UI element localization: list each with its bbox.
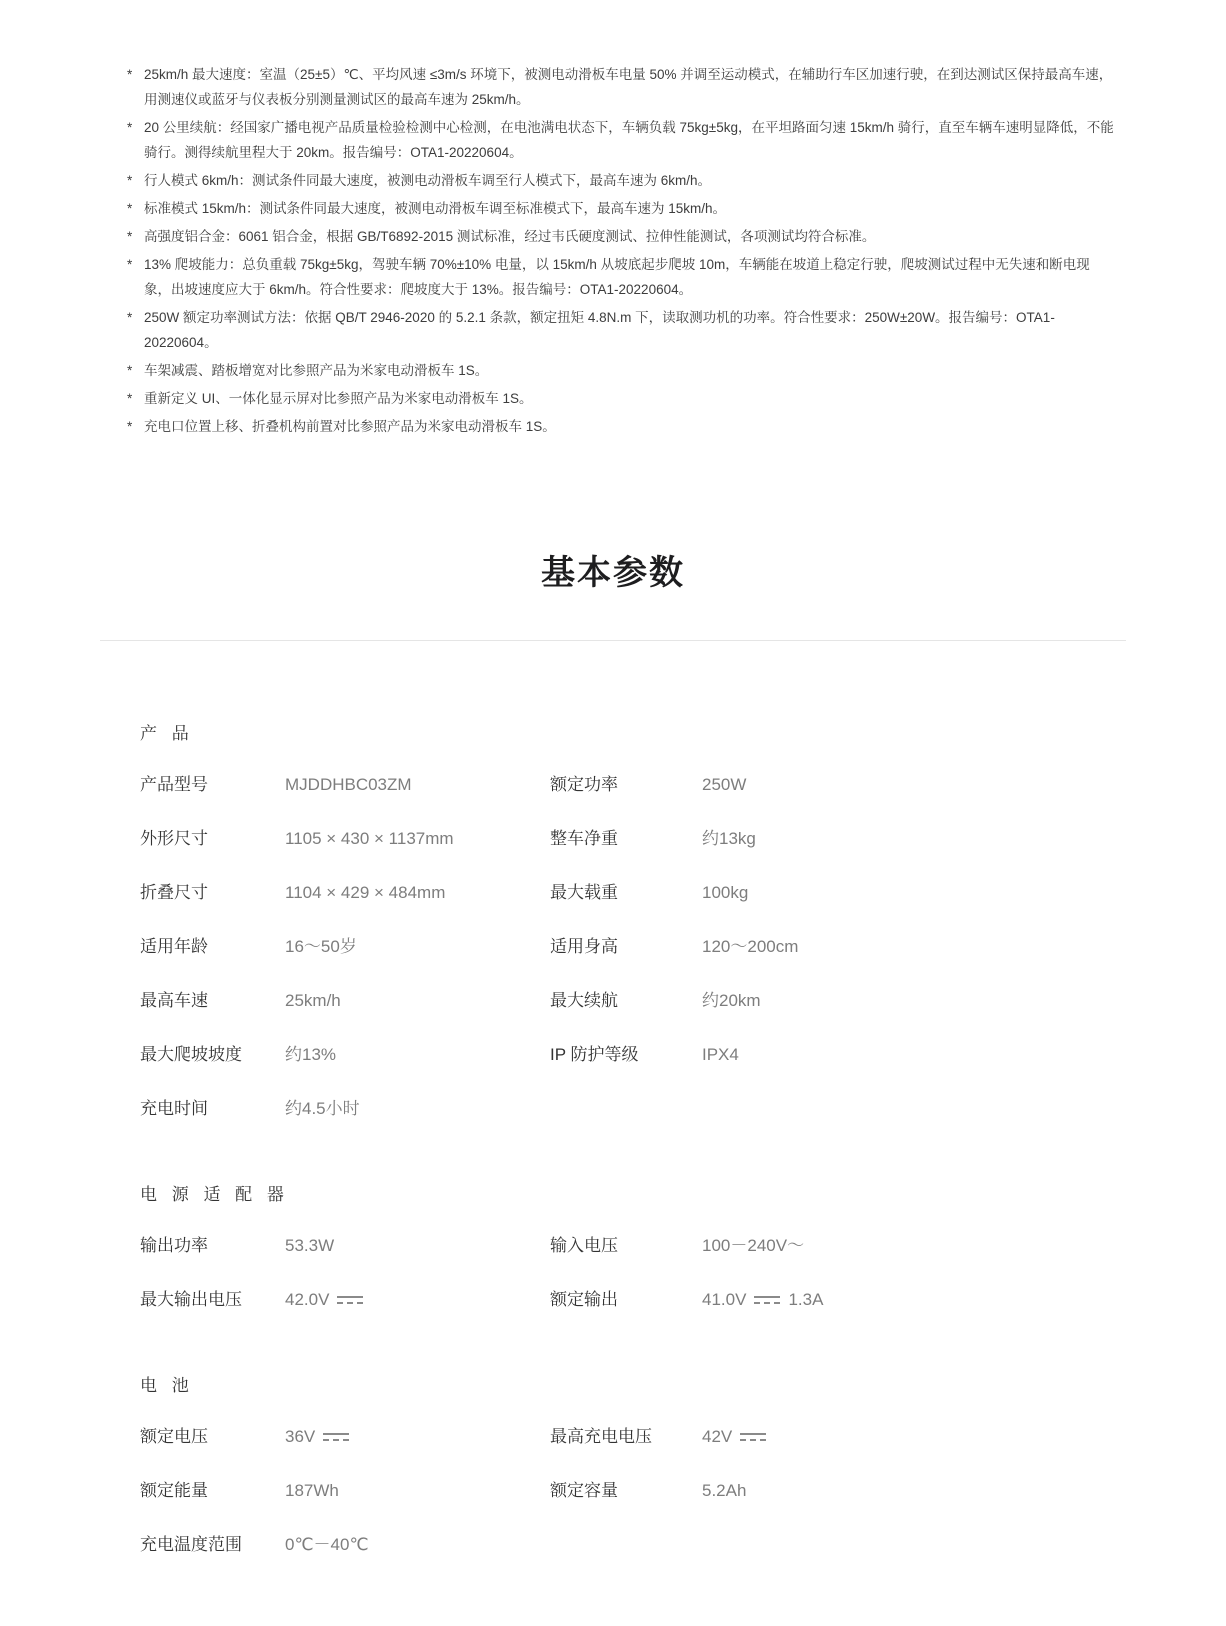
spec-group [140,1371,1126,1556]
footnote-asterisk: * [127,419,133,434]
footnote-item [127,358,1114,383]
spec-value-text: 187Wh [285,1481,339,1500]
footnote-text: 行人模式 6km/h：测试条件同最大速度，被测电动滑板车调至行人模式下，最高车速为 6km/h。 [144,173,712,188]
footnote-text: 重新定义 UI、一体化显示屏对比参照产品为米家电动滑板车 1S。 [144,391,533,406]
spec-label: 最高车速 [140,991,208,1010]
spec-group [140,1180,1126,1311]
footnote-item [127,62,1114,112]
footnote-item [127,386,1114,411]
spec-value-text: 53.3W [285,1236,335,1255]
spec-group-title: 电 池 [140,1376,194,1395]
spec-value [702,936,1126,958]
footnote-item [127,305,1114,355]
footnote-text: 高强度铝合金：6061 铝合金，根据 GB/T6892-2015 测试标准，经过韦氏硬度测试、拉伸性能测试，各项测试均符合标准。 [144,229,876,244]
spec-value [285,1235,550,1257]
spec-value-text: 5.2Ah [702,1481,747,1500]
spec-label: 输入电压 [550,1236,618,1255]
spec-label: 额定功率 [550,775,618,794]
footnote-asterisk: * [127,173,133,188]
spec-value [702,1480,1126,1502]
footnote-item [127,252,1114,302]
spec-value [285,774,550,796]
dc-voltage-icon [754,1295,780,1305]
footnote-text: 250W 额定功率测试方法：依据 QB/T 2946-2020 的 5.2.1 条款，额定扭矩 4.8N.m 下，读取测功机的功率。符合性要求：250W±20W。报告编号：OTA1-20220604。 [144,310,1055,350]
spec-label: 额定电压 [140,1427,208,1446]
dc-voltage-icon [740,1432,766,1442]
spec-value [285,1098,550,1120]
spec-value-text: 42V [702,1427,733,1446]
spec-label: 额定能量 [140,1481,208,1500]
spec-label: 产品型号 [140,775,208,794]
footnote-text: 充电口位置上移、折叠机构前置对比参照产品为米家电动滑板车 1S。 [144,419,556,434]
footnote-item [127,414,1114,439]
spec-value-text: 41.0V [702,1290,747,1309]
spec-value-text: MJDDHBC03ZM [285,775,412,794]
footnote-item [127,115,1114,165]
spec-value [702,1044,1126,1066]
spec-label: 外形尺寸 [140,829,208,848]
footnote-text: 20 公里续航：经国家广播电视产品质量检验检测中心检测，在电池满电状态下，车辆负载 75kg±5kg，在平坦路面匀速 15km/h 骑行，直至车辆车速明显降低，不能骑行。测得续航里程大于 20km。报告编号：OTA1-20220604。 [144,120,1114,160]
spec-label: 适用年龄 [140,937,208,956]
spec-grid [140,1426,1126,1556]
footnote-item [127,168,1114,193]
footnote-item [127,224,1114,249]
spec-label: 最大爬坡坡度 [140,1045,242,1064]
spec-value [285,882,550,904]
footnote-text: 13% 爬坡能力：总负重载 75kg±5kg，驾驶车辆 70%±10% 电量，以 15km/h 从坡底起步爬坡 10m，车辆能在坡道上稳定行驶，爬坡测试过程中无失速和断电现象，出坡速度应大于 6km/h。符合性要求：爬坡度大于 13%。报告编号：OTA1-20220604。 [144,257,1090,297]
spec-value-text: 约4.5小时 [285,1099,360,1118]
spec-value-text: 约13kg [702,829,756,848]
spec-grid [140,774,1126,1120]
spec-value-text: 25km/h [285,991,341,1010]
spec-label: 适用身高 [550,937,618,956]
spec-value-text: 0℃－40℃ [285,1535,369,1554]
dc-voltage-icon [323,1432,349,1442]
spec-value [285,1534,550,1556]
spec-label: 额定输出 [550,1290,618,1309]
footnote-asterisk: * [127,201,133,216]
spec-label: 充电温度范围 [140,1535,242,1554]
spec-value [285,936,550,958]
footnote-item [127,196,1114,221]
spec-value-text: 36V [285,1427,316,1446]
spec-value [702,1235,1126,1257]
spec-value-text: IPX4 [702,1045,739,1064]
spec-value [702,990,1126,1012]
spec-label: 最大输出电压 [140,1290,242,1309]
spec-label: 额定容量 [550,1481,618,1500]
spec-value [702,1426,1126,1448]
spec-value [285,1044,550,1066]
spec-group-title: 电 源 适 配 器 [140,1185,289,1204]
footnote-text: 标准模式 15km/h：测试条件同最大速度，被测电动滑板车调至标准模式下，最高车速为 15km/h。 [144,201,727,216]
spec-label: 输出功率 [140,1236,208,1255]
spec-value [285,990,550,1012]
spec-value-text: 约20km [702,991,761,1010]
spec-label: IP 防护等级 [550,1045,639,1064]
spec-value-text: 16～50岁 [285,937,357,956]
spec-value-text: 120～200cm [702,937,799,956]
spec-label: 整车净重 [550,829,618,848]
specs-section [0,719,1226,1556]
spec-value-text: 250W [702,775,747,794]
section-divider [100,640,1126,641]
spec-label: 折叠尺寸 [140,883,208,902]
spec-value-text: 100kg [702,883,749,902]
spec-value [702,882,1126,904]
spec-value [702,774,1126,796]
footnote-asterisk: * [127,363,133,378]
spec-value [702,828,1126,850]
spec-grid [140,1235,1126,1311]
spec-value-suffix: 1.3A [788,1290,824,1309]
footnote-asterisk: * [127,67,133,82]
spec-value [285,1480,550,1502]
spec-value [285,1426,550,1448]
spec-label: 最大续航 [550,991,618,1010]
footnote-asterisk: * [127,120,133,135]
spec-label: 充电时间 [140,1099,208,1118]
spec-group-title: 产 品 [140,724,194,743]
spec-value-text: 42.0V [285,1290,330,1309]
footnote-asterisk: * [127,229,133,244]
footnotes-section [0,62,1226,439]
spec-value-text: 100－240V～ [702,1236,805,1255]
spec-value-text: 1105 × 430 × 1137mm [285,829,454,848]
footnote-text: 25km/h 最大速度：室温（25±5）℃、平均风速 ≤3m/s 环境下，被测电动滑板车电量 50% 并调至运动模式，在辅助行车区加速行驶，在到达测试区保持最高车速，用测速仪或蓝牙与仪表板分别测量测试区的最高车速为 25km/h。 [144,67,1113,107]
footnote-asterisk: * [127,257,133,272]
spec-label: 最大载重 [550,883,618,902]
spec-group [140,719,1126,1120]
footnote-text: 车架减震、踏板增宽对比参照产品为米家电动滑板车 1S。 [144,363,489,378]
spec-value [285,1289,550,1311]
footnote-asterisk: * [127,391,133,406]
page-title: 基本参数 [541,554,685,592]
footnote-asterisk: * [127,310,133,325]
spec-value [702,1289,1126,1311]
spec-label: 最高充电电压 [550,1427,652,1446]
spec-value-text: 1104 × 429 × 484mm [285,883,446,902]
spec-value-text: 约13% [285,1045,337,1064]
spec-value [285,828,550,850]
dc-voltage-icon [337,1295,363,1305]
